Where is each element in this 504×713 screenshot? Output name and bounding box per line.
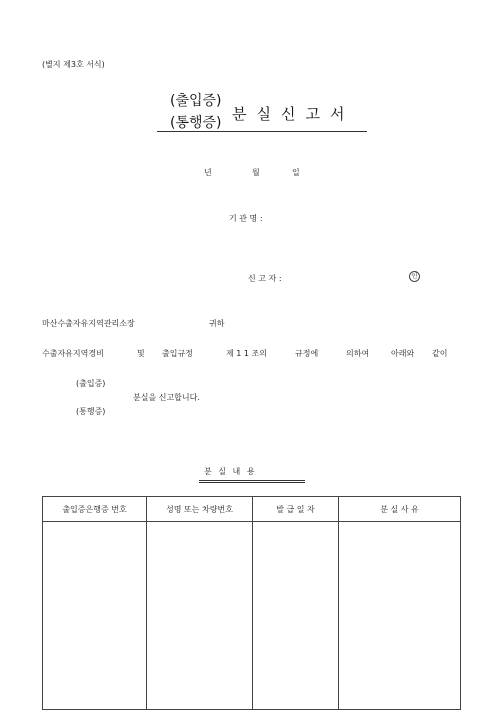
column-header-name-or-vehicle: 성명 또는 차량번호 xyxy=(147,497,253,522)
agency-label: 기 관 명 : xyxy=(229,214,263,223)
date-day-label: 일 xyxy=(292,168,300,177)
body-paren-pass: (출입증) xyxy=(76,379,106,388)
title-underline xyxy=(157,131,367,132)
reporter-label: 신 고 자 : xyxy=(248,274,282,283)
body-paren-permit: (통행증) xyxy=(76,407,106,416)
body-word: 규정에 xyxy=(295,349,319,358)
title-paren-line1: (출입증) xyxy=(170,93,222,109)
column-header-loss-reason: 분 실 사 유 xyxy=(339,497,461,522)
loss-statement: 분실을 신고합니다. xyxy=(133,393,200,402)
recipient-honorific: 귀하 xyxy=(209,319,225,328)
body-word: 출입규정 xyxy=(162,349,193,358)
section-underline xyxy=(199,480,305,481)
body-word: 아래와 xyxy=(391,349,415,358)
date-month-label: 월 xyxy=(252,168,260,177)
section-underline xyxy=(199,482,305,483)
issue-date-cell[interactable] xyxy=(253,522,339,710)
loss-reason-cell[interactable] xyxy=(339,522,461,710)
seal-mark: 인 xyxy=(409,271,420,282)
body-word: 수출자유지역경비 xyxy=(42,349,104,358)
body-word: 의하여 xyxy=(346,349,370,358)
body-word: 같이 xyxy=(432,349,448,358)
date-year-label: 년 xyxy=(204,168,212,177)
loss-details-table xyxy=(42,496,461,710)
title-paren-line2: (통행증) xyxy=(170,115,222,131)
pass-number-cell[interactable] xyxy=(43,522,147,710)
column-header-issue-date: 발 급 일 자 xyxy=(253,497,339,522)
body-word: 제 1 1 조의 xyxy=(226,349,267,358)
column-header-pass-number: 출입증은행증 번호 xyxy=(43,497,147,522)
body-word: 및 xyxy=(137,349,145,358)
recipient-name: 마산수출자유지역관리소장 xyxy=(42,319,135,328)
section-title: 분 실 내 용 xyxy=(204,467,257,476)
document-title: 분실신고서 xyxy=(232,105,355,123)
name-or-vehicle-cell[interactable] xyxy=(147,522,253,710)
form-number-note: (별지 제3호 서식) xyxy=(42,60,105,69)
